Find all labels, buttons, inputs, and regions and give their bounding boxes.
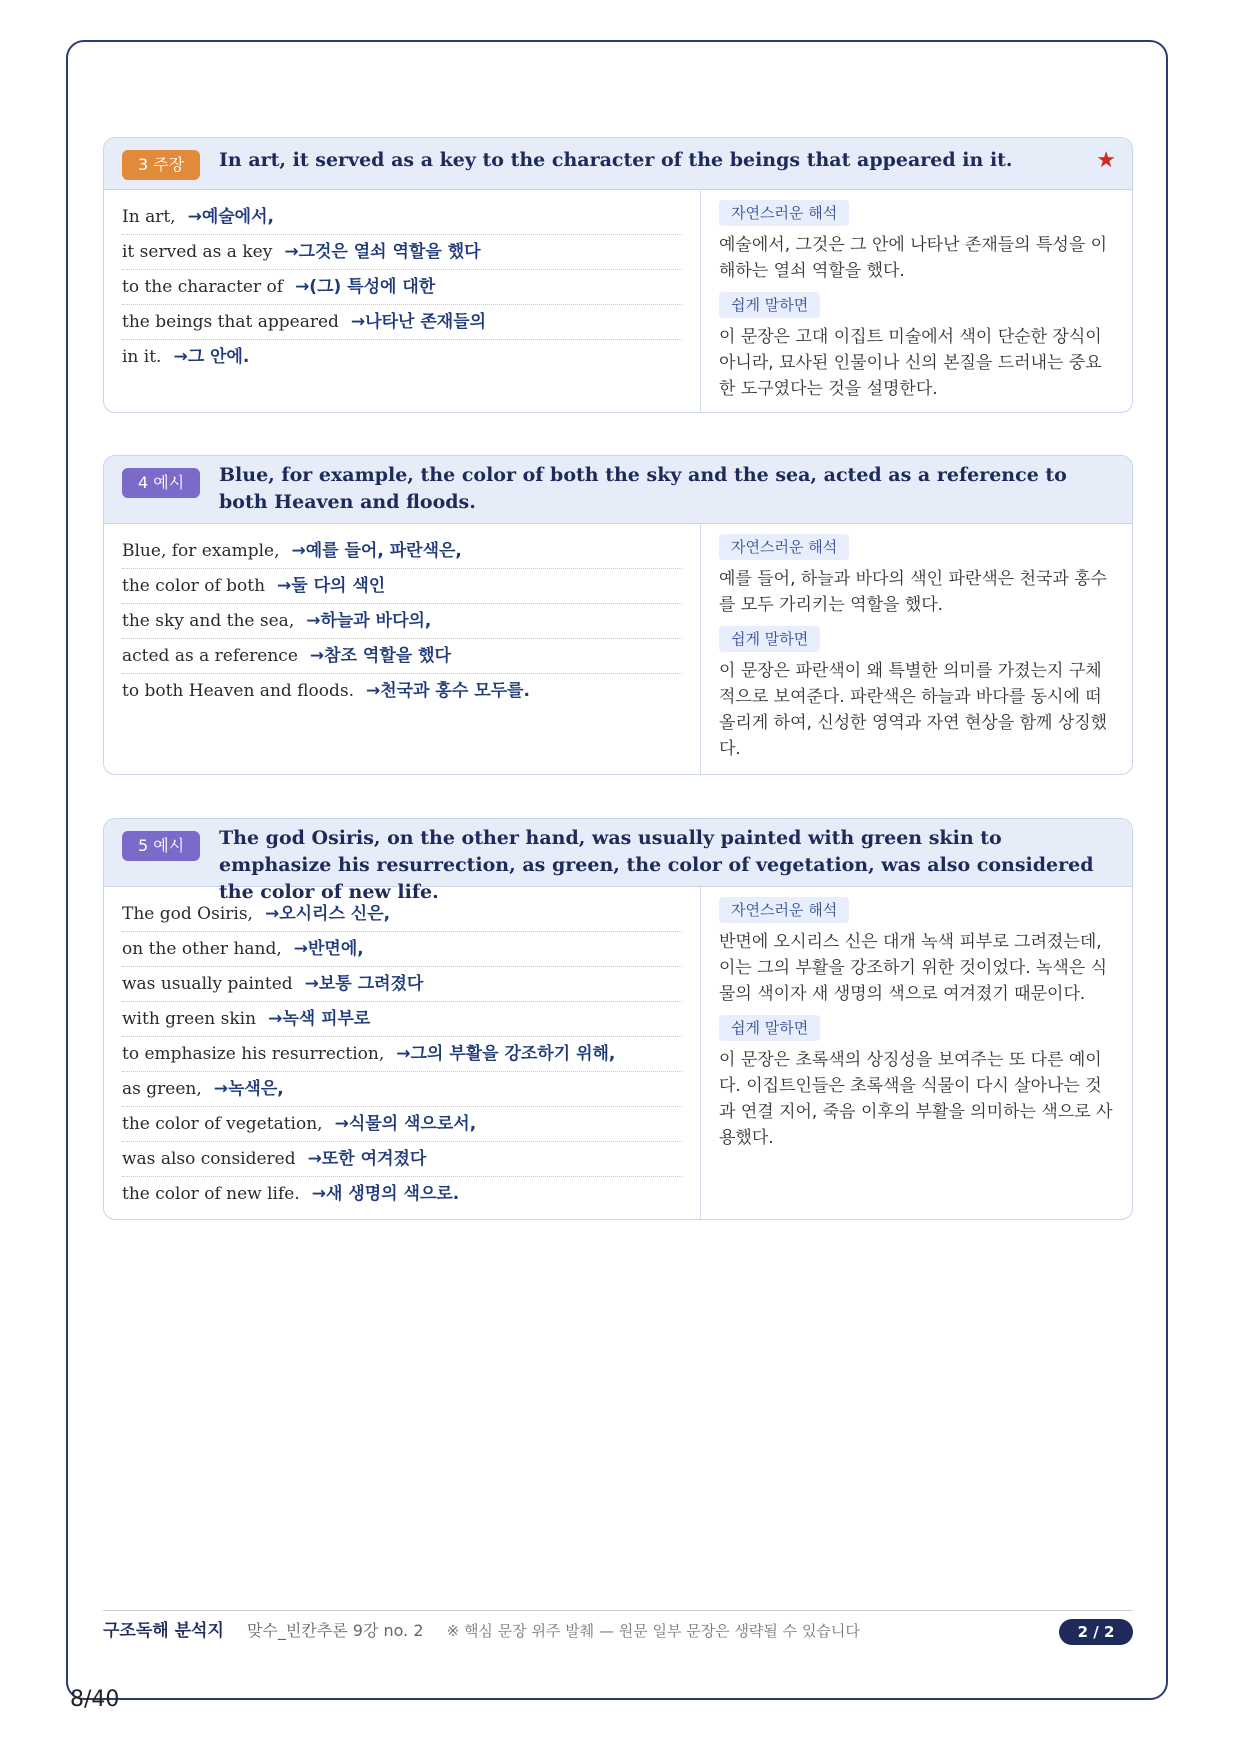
section-body	[104, 887, 1132, 1219]
phrase-row	[122, 235, 682, 270]
phrase-en: on the other hand,	[122, 939, 282, 959]
phrase-en: in it.	[122, 347, 162, 367]
phrase-row	[122, 200, 682, 235]
section-body	[104, 524, 1132, 774]
section-header	[104, 819, 1132, 903]
phrase-en: the sky and the sea,	[122, 611, 295, 631]
phrase-row	[122, 270, 682, 305]
phrase-ko: →또한 여겨졌다	[307, 1149, 427, 1169]
phrase-ko: →그의 부활을 강조하기 위해,	[396, 1044, 616, 1064]
section-card-3	[103, 137, 1133, 413]
phrase-en: to the character of	[122, 277, 284, 297]
phrase-ko: →새 생명의 색으로.	[311, 1184, 460, 1204]
star-icon: ★	[1096, 148, 1116, 173]
phrase-ko: →(그) 특성에 대한	[295, 277, 436, 297]
footer-divider	[103, 1610, 1133, 1611]
natural-translation: 예를 들어, 하늘과 바다의 색인 파란색은 천국과 홍수를 모두 가리키는 역할을 했다.	[719, 569, 1108, 615]
phrase-ko: →나타난 존재들의	[350, 312, 487, 332]
phrase-ko: →반면에,	[293, 939, 364, 959]
phrase-row	[122, 1002, 682, 1037]
phrase-en: with green skin	[122, 1009, 257, 1029]
phrase-row	[122, 569, 682, 604]
section-headline: The god Osiris, on the other hand, was usually painted with green skin to emphasize his resurrection, as green, the color of vegetation, was also considered the color of new life.	[219, 827, 1094, 903]
section-card-5	[103, 818, 1133, 1220]
phrase-en: was also considered	[122, 1149, 296, 1169]
phrase-row	[122, 340, 682, 374]
interpretation-panel	[701, 887, 1132, 1219]
phrase-ko: →녹색은,	[213, 1079, 284, 1099]
phrase-row	[122, 604, 682, 639]
phrase-ko: →참조 역할을 했다	[309, 646, 451, 666]
interpretation-panel	[701, 190, 1132, 412]
page-indicator: 2 / 2	[1059, 1619, 1133, 1645]
phrase-en: Blue, for example,	[122, 541, 280, 561]
phrase-en: was usually painted	[122, 974, 293, 994]
section-badge: 4 예시	[122, 468, 200, 498]
section-header	[104, 456, 1132, 524]
phrase-en: the color of both	[122, 576, 266, 596]
easy-label: 쉽게 말하면	[719, 292, 820, 318]
natural-label: 자연스러운 해석	[719, 897, 849, 923]
phrase-row	[122, 967, 682, 1002]
phrase-row	[122, 534, 682, 569]
page-counter: 8/40	[70, 1687, 120, 1712]
section-headline: In art, it served as a key to the character of the beings that appeared in it.	[219, 149, 1013, 171]
phrase-ko: →오시리스 신은,	[264, 904, 391, 924]
section-badge: 5 예시	[122, 831, 200, 861]
phrase-ko: →둘 다의 색인	[277, 576, 386, 596]
footer-brand: 구조독해 분석지	[103, 1621, 224, 1641]
natural-label: 자연스러운 해석	[719, 534, 849, 560]
phrase-en: acted as a reference	[122, 646, 298, 666]
phrase-row	[122, 674, 682, 708]
phrase-ko: →천국과 홍수 모두를.	[366, 681, 530, 701]
footer-source: 맞수_빈칸추론 9강 no. 2	[246, 1621, 424, 1640]
phrase-en: The god Osiris,	[122, 904, 253, 924]
phrase-row	[122, 897, 682, 932]
phrase-en: the color of new life.	[122, 1184, 300, 1204]
phrase-ko: →보통 그려졌다	[304, 974, 424, 994]
phrase-en: to both Heaven and floods.	[122, 681, 354, 701]
easy-label: 쉽게 말하면	[719, 626, 820, 652]
phrase-row	[122, 1177, 682, 1211]
phrase-en: the color of vegetation,	[122, 1114, 323, 1134]
easy-label: 쉽게 말하면	[719, 1015, 820, 1041]
phrase-en: In art,	[122, 207, 176, 227]
phrase-list	[104, 524, 701, 774]
phrase-list	[104, 190, 701, 412]
phrase-en: to emphasize his resurrection,	[122, 1044, 385, 1064]
natural-translation: 반면에 오시리스 신은 대개 녹색 피부로 그려졌는데, 이는 그의 부활을 강조하기 위한 것이었다. 녹색은 식물의 색이자 새 생명의 색으로 여겨졌기 때문이다.	[719, 932, 1108, 1004]
phrase-ko: →예술에서,	[187, 207, 274, 227]
section-badge: 3 주장	[122, 150, 200, 180]
phrase-ko: →식물의 색으로서,	[334, 1114, 477, 1134]
section-headline: Blue, for example, the color of both the sky and the sea, acted as a reference to both Heaven and floods.	[219, 464, 1067, 513]
section-body	[104, 190, 1132, 412]
phrase-row	[122, 305, 682, 340]
phrase-ko: →그것은 열쇠 역할을 했다	[284, 242, 481, 262]
interpretation-panel	[701, 524, 1132, 774]
phrase-ko: →그 안에.	[173, 347, 250, 367]
phrase-list	[104, 887, 701, 1219]
phrase-en: it served as a key	[122, 242, 273, 262]
phrase-row	[122, 1107, 682, 1142]
phrase-en: as green,	[122, 1079, 202, 1099]
phrase-row	[122, 639, 682, 674]
footer	[103, 1614, 1133, 1648]
phrase-row	[122, 1072, 682, 1107]
natural-label: 자연스러운 해석	[719, 200, 849, 226]
phrase-ko: →예를 들어, 파란색은,	[291, 541, 462, 561]
phrase-ko: →녹색 피부로	[268, 1009, 371, 1029]
section-card-4	[103, 455, 1133, 775]
section-header	[104, 138, 1132, 190]
easy-explanation: 이 문장은 초록색의 상징성을 보여주는 또 다른 예이다. 이집트인들은 초록색을 식물이 다시 살아나는 것과 연결 지어, 죽음 이후의 부활을 의미하는 색으로 사용했다.	[719, 1050, 1113, 1148]
phrase-row	[122, 932, 682, 967]
footer-note: ※ 핵심 문장 위주 발췌 — 원문 일부 문장은 생략될 수 있습니다	[446, 1622, 860, 1640]
phrase-row	[122, 1037, 682, 1072]
natural-translation: 예술에서, 그것은 그 안에 나타난 존재들의 특성을 이해하는 열쇠 역할을 했다.	[719, 235, 1108, 281]
phrase-ko: →하늘과 바다의,	[306, 611, 432, 631]
easy-explanation: 이 문장은 고대 이집트 미술에서 색이 단순한 장식이 아니라, 묘사된 인물이나 신의 본질을 드러내는 중요한 도구였다는 것을 설명한다.	[719, 327, 1102, 399]
easy-explanation: 이 문장은 파란색이 왜 특별한 의미를 가졌는지 구체적으로 보여준다. 파란색은 하늘과 바다를 동시에 떠올리게 하여, 신성한 영역과 자연 현상을 함께 상징했다.	[719, 661, 1108, 759]
phrase-en: the beings that appeared	[122, 312, 339, 332]
phrase-row	[122, 1142, 682, 1177]
